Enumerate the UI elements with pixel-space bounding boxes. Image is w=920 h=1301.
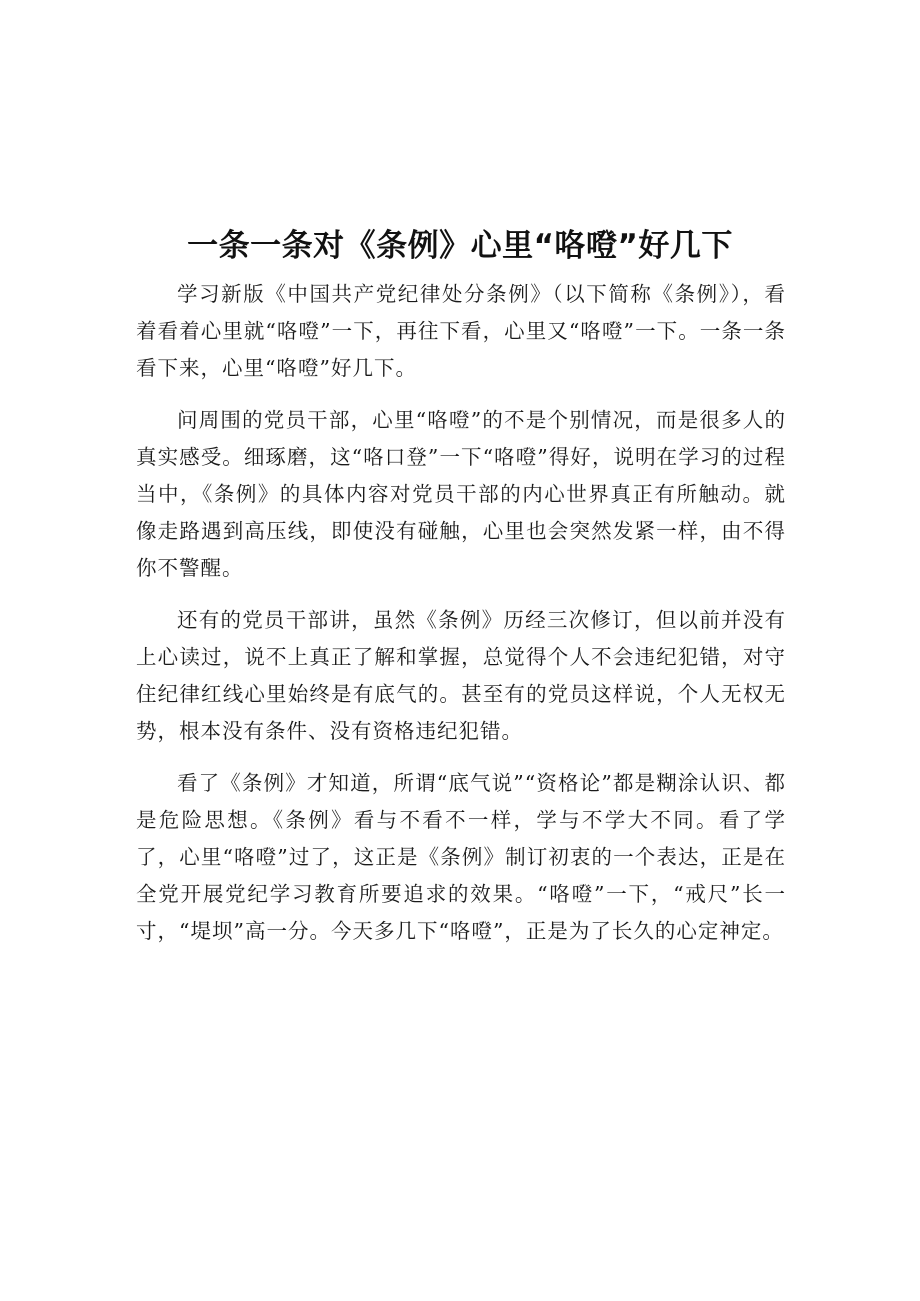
document-title: 一条一条对《条例》心里“咯噔”好几下 [187,228,733,264]
paragraph-4: 看了《条例》才知道，所谓“底气说”“资格论”都是糊涂认识、都是危险思想。《条例》看与不看不一样，学与不学大不同。看了学了，心里“咯噔”过了，这正是《条例》制订初衷的一个表达，正是在全党开展党纪学习教育所要追求的效果。“咯噔”一下，“戒尺”长一寸，“堤坝”高一分。今天多几下“咯噔”，正是为了长久的心定神定。 [136,771,786,943]
paragraph-2: 问周围的党员干部，心里“咯噔”的不是个别情况，而是很多人的真实感受。细琢磨，这“咯口登”一下“咯噔”得好，说明在学习的过程当中，《条例》的具体内容对党员干部的内心世界真正有所触动。就像走路遇到高压线，即使没有碰触，心里也会突然发紧一样，由不得你不警醒。 [136,408,786,580]
paragraph-1: 学习新版《中国共产党纪律处分条例》（以下简称《条例》），看着看着心里就“咯噔”一下，再往下看，心里又“咯噔”一下。一条一条看下来，心里“咯噔”好几下。 [136,282,786,380]
document-body [136,276,786,965]
paragraph-3: 还有的党员干部讲，虽然《条例》历经三次修订，但以前并没有上心读过，说不上真正了解和掌握，总觉得个人不会违纪犯错，对守住纪律红线心里始终是有底气的。甚至有的党员这样说，个人无权无势，根本没有条件、没有资格违纪犯错。 [136,608,786,743]
